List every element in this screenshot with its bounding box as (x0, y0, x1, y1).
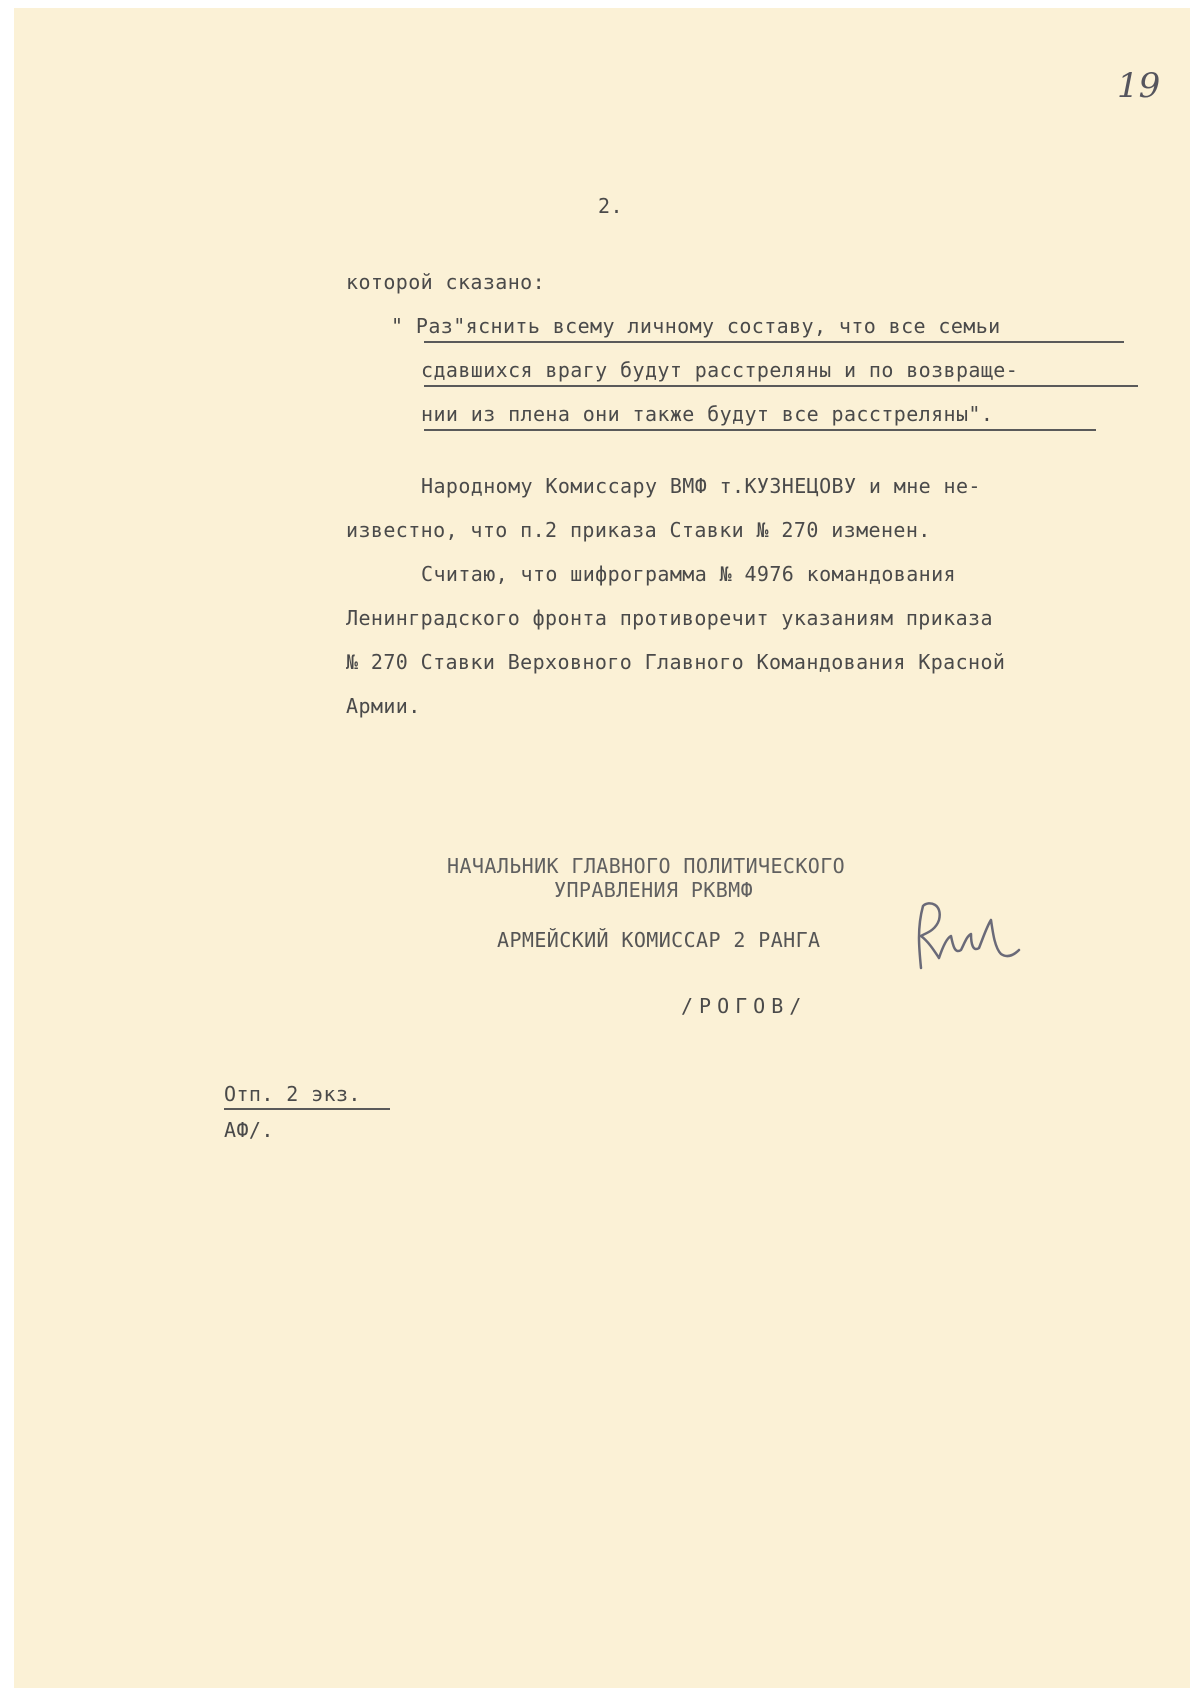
quote-line-3: нии из плена они также будут все расстреляны". (421, 402, 994, 426)
signature-rank: АРМЕЙСКИЙ КОМИССАР 2 РАНГА (497, 928, 821, 952)
signature-name: /РОГОВ/ (681, 994, 808, 1018)
body-line-2: Народному Комиссару ВМФ т.КУЗНЕЦОВУ и мне не- (421, 474, 981, 498)
quote-line-1: " Раз"яснить всему личному составу, что все семьи (391, 314, 1001, 338)
body-line-4: Считаю, что шифрограмма № 4976 командования (421, 562, 956, 586)
signature-title-2: УПРАВЛЕНИЯ РКВМФ (554, 878, 754, 902)
body-line-6: № 270 Ставки Верховного Главного Командования Красной (346, 650, 1006, 674)
quote-underline-2 (424, 385, 1138, 387)
folio-number: 19 (1117, 66, 1161, 106)
quote-underline-1 (424, 341, 1124, 343)
quote-line-2: сдавшихся врагу будут расстреляны и по возвраще- (421, 358, 1019, 382)
quote-underline-3 (424, 429, 1096, 431)
footer-underline (224, 1108, 390, 1110)
page-number: 2. (598, 194, 623, 218)
body-line-1: которой сказано: (346, 270, 546, 294)
footer-initials: АФ/. (224, 1118, 274, 1142)
document-page (14, 8, 1190, 1688)
handwritten-signature-icon (909, 898, 1024, 978)
body-line-3: известно, что п.2 приказа Ставки № 270 изменен. (346, 518, 931, 542)
footer-copies: Отп. 2 экз. (224, 1082, 361, 1106)
body-line-7: Армии. (346, 694, 421, 718)
body-line-5: Ленинградского фронта противоречит указаниям приказа (346, 606, 993, 630)
signature-title-1: НАЧАЛЬНИК ГЛАВНОГО ПОЛИТИЧЕСКОГО (447, 854, 846, 878)
